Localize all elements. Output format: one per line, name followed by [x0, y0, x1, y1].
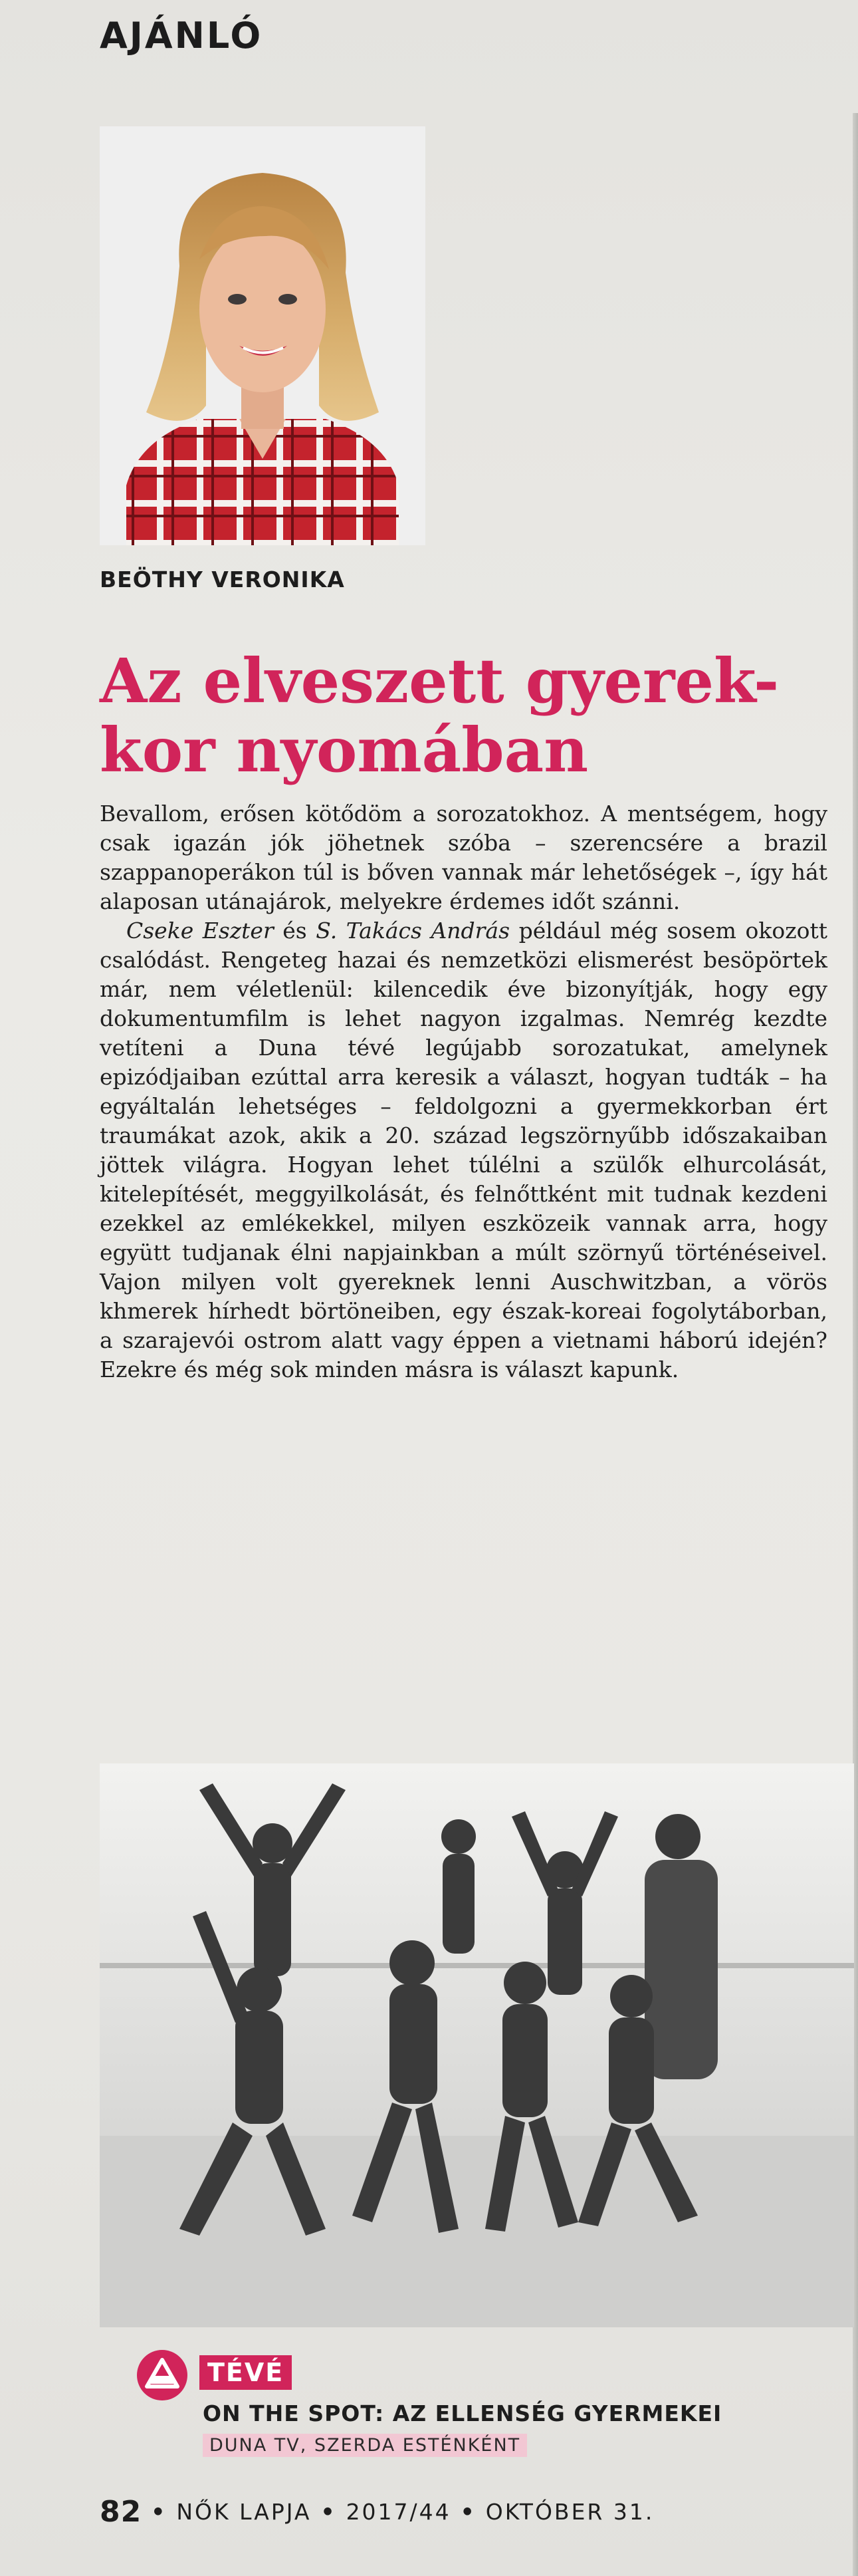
footer-separator: • — [460, 2499, 477, 2525]
tv-schedule: DUNA TV, SZERDA ESTÉNKÉNT — [203, 2434, 527, 2457]
magazine-name: NŐK LAPJA — [176, 2499, 312, 2525]
article-paragraph-2-text: például még sosem okozott csalódást. Rengeteg hazai és nemzetközi elismerést besöpörtek már, nem véletlenül: kilencedik éve bizonyítják, hogy egy dokumentumfilm is lehet nagyon izgalmas. Nemrég kezdte vetíteni a Duna tévé legújabb sorozatukat, amelynek epizódjaiban ezúttal arra keresik a választ, hogyan tudták – ha egyáltalán lehetséges – feldolgozni a gyermekkorban ért traumákat azok, akik a 20. század legszörnyűbb időszakaiban jöttek világra. Hogyan lehet túlélni a szülők elhurcolását, kitelepítését, meggyilkolását, és felnőttként mit tudnak kezdeni ezekkel az emlékekkel, milyen eszközeik vannak arra, hogy együtt tudjanak élni napjainkban a múlt szörnyű történéseivel. Vajon milyen volt gyereknek lenni Auschwitzban, a vörös khmerek hírhedt börtöneiben, egy észak-koreai fogolytáborban, a szarajevói ostrom alatt vagy éppen a vietnami háború idején? Ezekre és még sok minden másra is választ kapunk. — [100, 918, 827, 1382]
creator-connector: és — [273, 918, 316, 944]
article-paragraph-2 — [100, 916, 827, 1384]
page-footer — [100, 2495, 654, 2529]
section-label: AJÁNLÓ — [100, 15, 263, 57]
ballet-class-photo — [100, 1763, 854, 2327]
creator-name-2: S. Takács András — [316, 918, 510, 944]
author-portrait — [100, 126, 425, 545]
issue-date: OKTÓBER 31. — [485, 2499, 655, 2525]
tv-listing — [136, 2346, 854, 2472]
author-name: BEÖTHY VERONIKA — [100, 567, 345, 592]
article-headline — [100, 646, 817, 785]
article-paragraph-1: Bevallom, erősen kötődöm a sorozatokhoz. A mentségem, hogy csak igazán jók jöhetnek szóba – szerencsére a brazil szappanoperákon túl is bőven vannak már lehetőségek –, így hát alaposan utánajárok, melyekre érdemes időt szánni. — [100, 801, 827, 914]
page-number: 82 — [100, 2495, 142, 2529]
article-body — [100, 799, 827, 1384]
issue-number: 2017/44 — [346, 2499, 451, 2525]
tv-show-title: ON THE SPOT: AZ ELLENSÉG GYERMEKEI — [203, 2400, 722, 2426]
footer-separator: • — [151, 2499, 167, 2525]
tv-warning-icon — [136, 2349, 188, 2401]
footer-separator: • — [320, 2499, 337, 2525]
creator-name-1: Cseke Eszter — [126, 918, 274, 944]
headline-line-2: kor nyomában — [100, 714, 589, 786]
tv-category-tag: TÉVÉ — [199, 2355, 292, 2390]
headline-line-1: Az elveszett gyerek- — [100, 645, 780, 717]
